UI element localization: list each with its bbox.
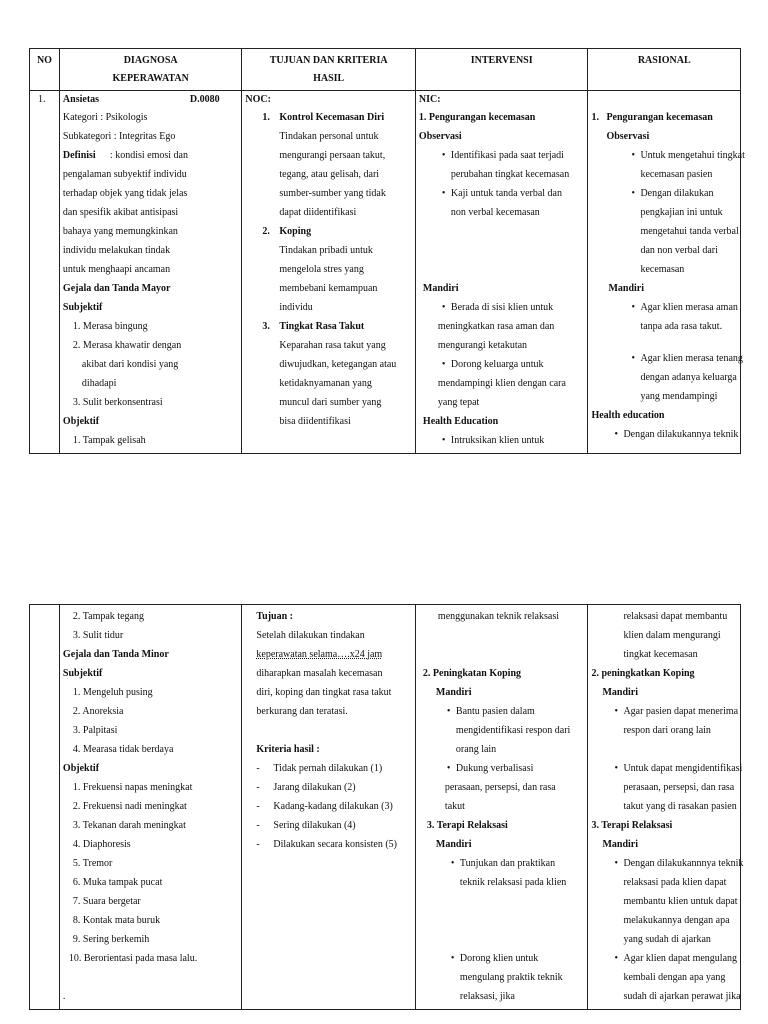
dx-heading: Objektif <box>62 416 100 427</box>
iv-bullet: • Dukung verbalisasi <box>456 763 534 775</box>
ra-heading: 3. Terapi Relaksasi <box>591 820 673 831</box>
ra-line: tanpa ada rasa takut. <box>640 321 723 332</box>
ra-line: tingkat kecemasan <box>623 649 698 660</box>
noc-item-title: Tingkat Rasa Takut <box>279 321 365 332</box>
dx-line: 4. Mearasa tidak berdaya <box>72 744 174 755</box>
dx-line: 6. Muka tampak pucat <box>72 877 163 888</box>
ra-subheading: Observasi <box>606 131 650 142</box>
dx-line: bahaya yang memungkinkan <box>62 226 178 237</box>
iv-heading: 3. Terapi Relaksasi <box>426 820 508 831</box>
iv-line: perubahan tingkat kecemasan <box>450 169 570 180</box>
iv-line: mendampingi klien dengan cara <box>437 378 566 389</box>
iv-line: mengulang praktik teknik <box>459 972 563 983</box>
noc-line: membebani kemampuan <box>279 283 378 294</box>
dx-line: individu melakukan tindak <box>62 245 171 256</box>
dx-line: 10. Berorientasi pada masa lalu. <box>68 953 198 964</box>
dx-heading: Objektif <box>62 763 100 774</box>
tj-line: Setelah dilakukan tindakan <box>256 630 365 641</box>
dx-line: pengalaman subyektif individu <box>62 169 187 180</box>
iv-bullet: • Bantu pasien dalam <box>456 706 535 718</box>
dx-heading: Gejala dan Tanda Minor <box>62 649 169 660</box>
ra-line: membantu klien untuk dapat <box>623 896 738 907</box>
iv-bullet: • Identifikasi pada saat terjadi <box>451 150 564 162</box>
iv-subheading: Health Education <box>422 416 499 427</box>
header-tujuan-1: TUJUAN DAN KRITERIA <box>269 55 388 66</box>
ra-line: yang mendampingi <box>640 391 718 402</box>
noc-label: NOC: <box>245 94 271 105</box>
dx-definisi-label: Definisi <box>62 150 96 161</box>
dx-line: 1. Merasa bingung <box>72 321 148 332</box>
iv-bullet: • Tunjukan dan praktikan <box>460 858 555 870</box>
noc-line: sumber-sumber yang tidak <box>279 188 386 199</box>
noc-line: ketidaknyamanan yang <box>279 378 372 389</box>
tj-dash: - <box>256 782 260 793</box>
dx-line: 3. Sulit tidur <box>72 630 124 641</box>
ra-line: dan non verbal dari <box>640 245 718 256</box>
ra-line: mengetahui tanda verbal <box>640 226 739 237</box>
noc-line: diwujudkan, ketegangan atau <box>279 359 397 370</box>
iv-bullet: • Intruksikan klien untuk <box>451 435 544 447</box>
iv-line: perasaan, persepsi, dan rasa <box>444 782 556 793</box>
dx-line: 4. Diaphoresis <box>72 839 131 850</box>
col-rasional <box>588 605 744 1009</box>
dx-line: : kondisi emosi dan <box>109 150 188 161</box>
noc-num: 3. <box>262 321 270 332</box>
col-intervensi <box>416 49 589 453</box>
noc-line: Tindakan pribadi untuk <box>279 245 373 256</box>
ra-line: perasaan, persepsi, dan rasa <box>623 782 735 793</box>
header-diagnosa-2: KEPERAWATAN <box>112 73 189 84</box>
tj-criterion: Kadang-kadang dilakukan (3) <box>273 801 393 812</box>
ra-bullet: • Dengan dilakukannya teknik <box>623 429 738 441</box>
dx-heading: Gejala dan Tanda Mayor <box>62 283 171 294</box>
ra-line: respon dari orang lain <box>623 725 711 736</box>
noc-line: tegang, atau gelisah, dari <box>279 169 380 180</box>
noc-num: 2. <box>262 226 270 237</box>
ra-line: kembali dengan apa yang <box>623 972 726 983</box>
noc-line: mengelola stres yang <box>279 264 364 275</box>
ra-bullet: • Dengan dilakukannnya teknik <box>623 858 743 870</box>
ra-line: melakukannya dengan apa <box>623 915 730 926</box>
dx-line: Subkategori : Integritas Ego <box>62 131 176 142</box>
col-diagnosa <box>60 605 242 1009</box>
iv-line: teknik relaksasi pada klien <box>459 877 567 888</box>
dx-line: Kategori : Psikologis <box>62 112 148 123</box>
header-no: NO <box>36 55 52 66</box>
tujuan-label: Tujuan : <box>256 611 294 622</box>
noc-line: dapat diidentifikasi <box>279 207 357 218</box>
dx-heading: Subjektif <box>62 302 103 313</box>
tj-line: berkurang dan teratasi. <box>256 706 348 717</box>
ra-line: kecemasan <box>640 264 685 275</box>
ra-bullet: • Untuk mengetahui tingkat <box>640 150 744 162</box>
iv-bullet: • Kaji untuk tanda verbal dan <box>451 188 562 200</box>
ra-subheading: Mandiri <box>608 283 644 294</box>
iv-bullet: • Berada di sisi klien untuk <box>451 302 553 314</box>
header-diagnosa-1: DIAGNOSA <box>123 55 178 66</box>
ra-bullet: • Agar pasien dapat menerima <box>623 706 738 718</box>
tj-dash: - <box>256 801 260 812</box>
ra-line: yang sudah di ajarkan <box>623 934 711 945</box>
col-intervensi <box>416 605 589 1009</box>
ra-subheading: Mandiri <box>602 687 638 698</box>
col-tujuan <box>242 605 416 1009</box>
col-tujuan <box>242 49 416 453</box>
iv-line: menggunakan teknik relaksasi <box>437 611 559 622</box>
tj-criterion: Dilakukan secara konsisten (5) <box>273 839 397 850</box>
iv-subheading: Mandiri <box>422 283 459 294</box>
dx-line: 1. Tampak gelisah <box>72 435 146 446</box>
row-number: 1. <box>38 94 46 105</box>
ra-line: pengkajian ini untuk <box>640 207 723 218</box>
dx-line: 5. Tremor <box>72 858 113 869</box>
col-diagnosa <box>60 49 242 453</box>
diagnosis-title: Ansietas <box>62 94 100 105</box>
iv-line: mengidentifikasi respon dari <box>455 725 571 736</box>
dx-line: terhadap objek yang tidak jelas <box>62 188 188 199</box>
tj-dash: - <box>256 820 260 831</box>
tj-criterion: Jarang dilakukan (2) <box>273 782 356 793</box>
ra-heading: 2. peningkatkan Koping <box>591 668 695 679</box>
tj-line: keperawatan selama….x24 jam <box>256 649 383 660</box>
tj-line: diharapkan masalah kecemasan <box>256 668 383 679</box>
col-no <box>30 605 60 1009</box>
iv-subheading: Mandiri <box>435 839 472 850</box>
dx-heading: Subjektif <box>62 668 103 679</box>
dx-line: 9. Sering berkemih <box>72 934 150 945</box>
noc-line: mengurangi persaan takut, <box>279 150 386 161</box>
dx-line: 3. Tekanan darah meningkat <box>72 820 186 831</box>
nic-label: NIC: <box>418 94 441 105</box>
noc-item-title: Kontrol Kecemasan Diri <box>279 112 385 123</box>
kriteria-label: Kriteria hasil : <box>256 744 320 755</box>
noc-line: Keparahan rasa takut yang <box>279 340 386 351</box>
ra-line: sudah di ajarkan perawat jika <box>623 991 741 1002</box>
iv-heading: 2. Peningkatan Koping <box>422 668 522 679</box>
tj-criterion: Tidak pernah dilakukan (1) <box>273 763 383 774</box>
iv-heading: 1. Pengurangan kecemasan <box>418 112 536 123</box>
diagnosis-code: D.0080 <box>189 94 220 105</box>
ra-line: takut yang di rasakan pasien <box>623 801 737 812</box>
iv-line: mengurangi ketakutan <box>437 340 528 351</box>
ra-line: relaksasi dapat membantu <box>623 611 728 622</box>
dx-line: 1. Mengeluh pusing <box>72 687 153 698</box>
iv-line: meningkatkan rasa aman dan <box>437 321 555 332</box>
iv-line: relaksasi, jika <box>459 991 515 1002</box>
ra-bullet: • Untuk dapat mengidentifikasi <box>623 763 742 775</box>
iv-subheading: Mandiri <box>435 687 472 698</box>
iv-line: yang tepat <box>437 397 480 408</box>
dx-line: dan spesifik akibat antisipasi <box>62 207 179 218</box>
ra-bullet: • Agar klien merasa tenang <box>640 353 742 365</box>
ra-subheading: Mandiri <box>602 839 638 850</box>
dx-line: 3. Palpitasi <box>72 725 118 736</box>
header-tujuan-2: HASIL <box>313 73 345 84</box>
header-rasional: RASIONAL <box>637 55 691 66</box>
care-plan-table-top <box>29 48 745 454</box>
dx-line: akibat dari kondisi yang <box>81 359 179 370</box>
iv-line: takut <box>444 801 465 812</box>
dx-line: 2. Tampak tegang <box>72 611 144 622</box>
dx-line: 8. Kontak mata buruk <box>72 915 161 926</box>
col-rasional <box>588 49 745 453</box>
dx-line: dihadapi <box>81 378 117 389</box>
ra-bullet: • Dengan dilakukan <box>640 188 713 200</box>
dx-line: 2. Frekuensi nadi meningkat <box>72 801 187 812</box>
ra-line: relaksasi pada klien dapat <box>623 877 727 888</box>
noc-num: 1. <box>262 112 270 123</box>
ra-num: 1. <box>591 112 599 123</box>
iv-line: non verbal kecemasan <box>450 207 540 218</box>
tj-dash: - <box>256 839 260 850</box>
noc-line: Tindakan personal untuk <box>279 131 379 142</box>
iv-subheading: Observasi <box>418 131 462 142</box>
col-no <box>30 49 60 453</box>
tj-line: diri, koping dan tingkat rasa takut <box>256 687 392 698</box>
dx-line: 2. Anoreksia <box>72 706 124 717</box>
ra-line: kecemasan pasien <box>640 169 713 180</box>
noc-line: individu <box>279 302 313 313</box>
noc-item-title: Koping <box>279 226 312 237</box>
tj-dash: - <box>256 763 260 774</box>
ra-line: klien dalam mengurangi <box>623 630 721 641</box>
ra-heading: Pengurangan kecemasan <box>606 112 713 123</box>
dx-line: 1. Frekuensi napas meningkat <box>72 782 193 793</box>
ra-subheading: Health education <box>591 410 665 421</box>
ra-bullet: • Agar klien dapat mengulang <box>623 953 737 965</box>
ra-line: dengan adanya keluarga <box>640 372 737 383</box>
dx-dot: . <box>62 991 66 1002</box>
iv-bullet: • Dorong keluarga untuk <box>451 359 544 371</box>
iv-line: orang lain <box>455 744 497 755</box>
dx-line: untuk menghaapi ancaman <box>62 264 171 275</box>
iv-bullet: • Dorong klien untuk <box>460 953 538 965</box>
dx-line: 7. Suara bergetar <box>72 896 141 907</box>
tj-criterion: Sering dilakukan (4) <box>273 820 356 831</box>
noc-line: muncul dari sumber yang <box>279 397 382 408</box>
dx-line: 3. Sulit berkonsentrasi <box>72 397 163 408</box>
header-intervensi: INTERVENSI <box>470 55 533 66</box>
noc-line: bisa diidentifikasi <box>279 416 351 427</box>
dx-line: 2. Merasa khawatir dengan <box>72 340 182 351</box>
care-plan-table-bottom <box>29 604 744 1010</box>
ra-bullet: • Agar klien merasa aman <box>640 302 737 314</box>
